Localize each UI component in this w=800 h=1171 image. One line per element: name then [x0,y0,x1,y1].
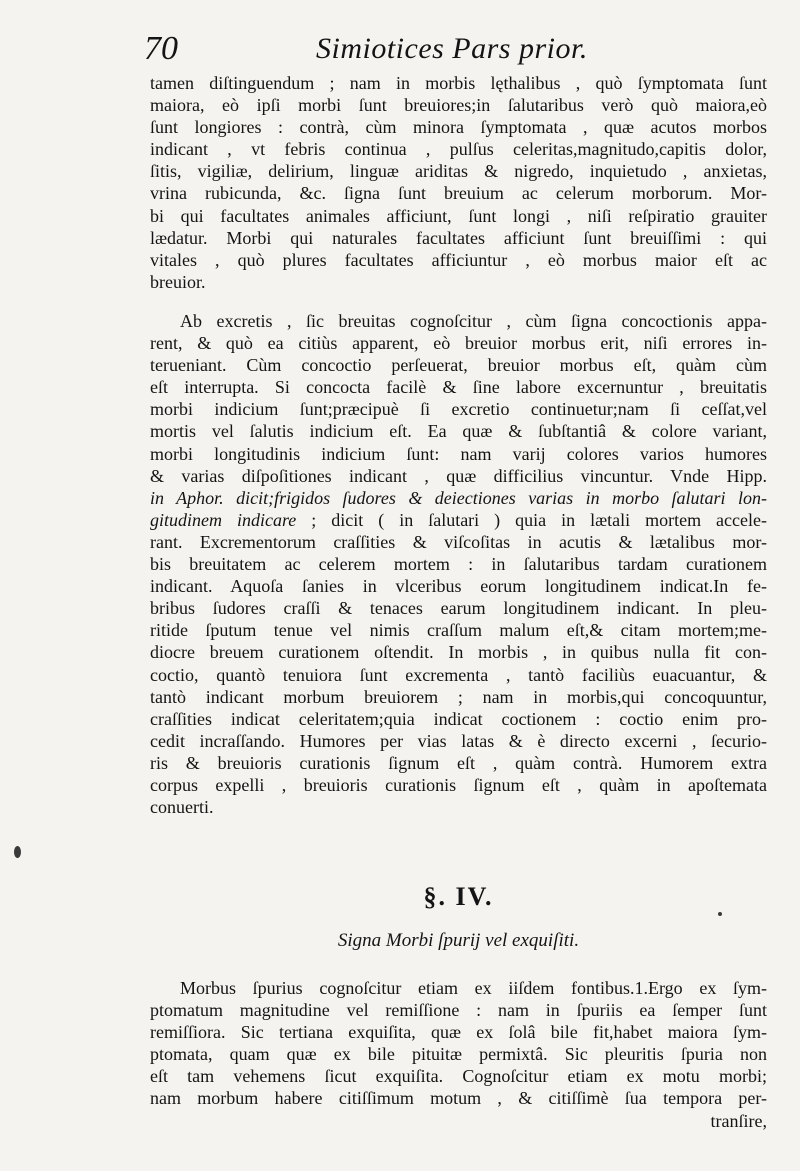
text-line: vitales , quò plures facultates afficiuntur , eò morbus maior eſt ac [150,249,767,270]
section-number: §. IV. [423,882,494,911]
text-line: maiora, eò ipſi morbi ſunt breuiores;in ſalutaribus verò quò maiora,eò [150,95,767,116]
text-line: indicant. Aquoſa ſanies in vlceribus eorum longitudinem indicat.In fe- [150,576,767,597]
text-line: vrina rubicunda, &c. ſigna ſunt breuium ac celerum morborum. Mor- [150,183,767,204]
text-line: ſunt longiores : contrà, cùm minora ſymptomata , quæ acutos morbos [150,117,767,138]
text-line: bi qui facultates animales afficiunt, ſunt longi , niſi reſpiratio grauiter [150,205,767,226]
text-line: coctio, quantò tenuiora ſunt excrementa , tantò faciliùs euacuantur, & [150,664,767,685]
paragraph-2 [150,310,767,818]
text-line: lædatur. Morbi qui naturales facultates afficiunt ſunt breuiſſimi : qui [150,227,767,248]
paragraph-3 [150,977,767,1132]
paragraph-1 [150,72,767,293]
text-line: nam morbum habere citiſſimum motum , & citiſſimè ſua tempora per- [150,1088,767,1109]
text-line: rent, & quò ea citiùs apparent, eò breuior morbus erit, niſi errores in- [150,333,767,354]
text-line: cedit incraſſando. Humores per vias latas & è directo excerni , ſecurio- [150,730,767,751]
text-line: conuerti. [150,797,214,818]
text-line: bis breuitatem ac celerem mortem : in ſalutaribus tardam curationem [150,554,767,575]
text-line: ſitis, vigiliæ, delirium, linguæ ariditas & nigredo, inquietudo , anxietas, [150,161,767,182]
text-line: craſſities indicat celeritatem;quia indicat coctionem : coctio enim pro- [150,708,767,729]
text-line: corpus expelli , breuioris curationis ſignum eſt , quàm in apoſtemata [150,774,767,795]
text-line: ris & breuioris curationis ſignum eſt , quàm contrà. Humorem extra [150,752,767,773]
text-line: eſt interrupta. Si concocta facilè & ſine labore excernuntur , breuitatis [150,377,767,398]
text-line: indicant , vt febris continua , pulſus celeritas,magnitudo,capitis dolor, [150,139,767,160]
text-line: & varias diſpoſitiones indicant , quæ difficilius vincuntur. Vnde Hipp. [150,465,767,486]
text-line: ptomatum magnitudine vel remiſſione : nam in ſpuriis ea ſemper ſunt [150,1000,767,1021]
text-line: gitudinem indicare ; dicit ( in ſalutari ) quia in lætali mortem accele- [150,509,767,530]
page-header [130,26,690,70]
text-line: terueniant. Cùm concoctio perſeuerat, breuior morbus eſt, quàm cùm [150,355,767,376]
page-number: 70 [144,30,178,67]
text-line: diocre breuem curationem oſtendit. In morbis , in quibus nulla fit con- [150,642,767,663]
catchword: tranſire, [710,1110,767,1131]
running-title: Simiotices Pars prior. [316,32,588,65]
text-line: in Aphor. dicit;frigidos ſudores & deiectiones varias in morbo ſalutari lon- [150,487,767,508]
ink-blot [718,912,722,916]
text-line: tantò indicant morbum breuiorem ; nam in morbis,qui concoquuntur, [150,686,767,707]
text-line: remiſſiora. Sic tertiana exquiſita, quæ ex ſolâ bile fit,habet maiora ſym- [150,1022,767,1043]
text-line: ritide ſputum tenue vel nimis craſſum malum eſt,& citam mortem;me- [150,620,767,641]
text-line: mortis vel ſalutis indicium eſt. Ea quæ & ſubſtantiâ & colore variant, [150,421,767,442]
text-line: ptomata, quam quæ ex bile pituitæ permixtâ. Sic pleuritis ſpuria non [150,1044,767,1065]
ink-blot [14,846,21,858]
text-line: eſt tam vehemens ſicut exquiſita. Cognoſcitur etiam ex motu morbi; [150,1066,767,1087]
text-line: breuior. [150,271,206,292]
text-line: Morbus ſpurius cognoſcitur etiam ex iiſdem fontibus.1.Ergo ex ſym- [180,978,767,998]
section-title: Signa Morbi ſpurij vel exquiſiti. [337,930,580,951]
text-line: tamen diſtinguendum ; nam in morbis lęthalibus , quò ſymptomata ſunt [150,73,767,93]
text-line: rant. Excrementorum craſſities & viſcoſitas in acutis & lætalibus mor- [150,531,767,552]
text-line: bribus ſudores craſſi & tenaces earum longitudinem indicant. In pleu- [150,598,767,619]
text-line: morbi longitudinis indicium ſunt: nam varij colores varios humores [150,443,767,464]
text-line: morbi indicium ſunt;præcipuè ſi excretio continuetur;nam ſi ceſſat,vel [150,399,767,420]
text-line: Ab excretis , ſic breuitas cognoſcitur , cùm ſigna concoctionis appa- [180,311,767,331]
